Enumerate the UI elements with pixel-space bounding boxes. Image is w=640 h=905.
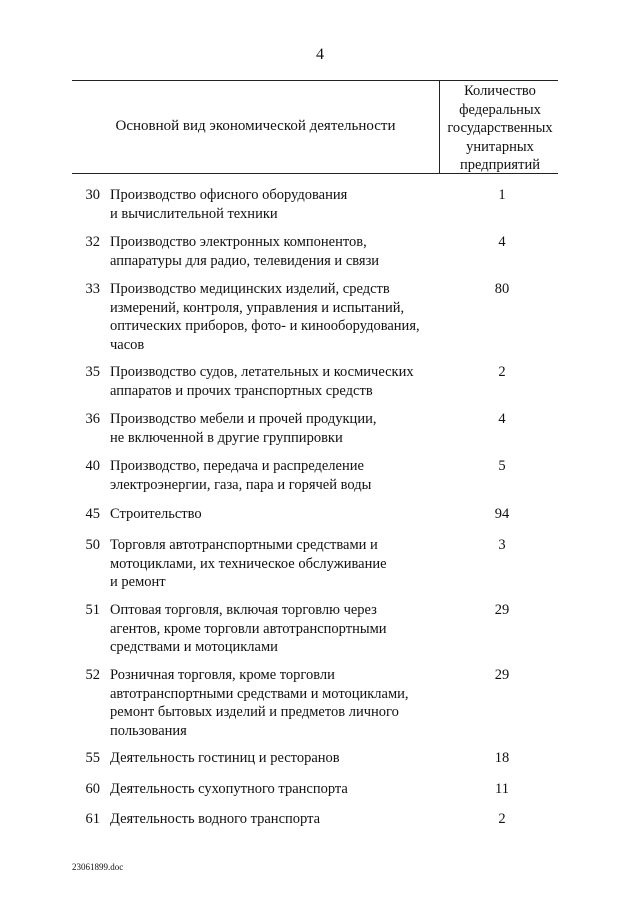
row-code: 52	[85, 667, 100, 683]
row-activity: Розничная торговля, кроме торговли автотранспортными средствами и мотоциклами, ремонт бытовых изделий и предметов личного пользования	[110, 667, 409, 739]
row-activity: Производство мебели и прочей продукции, не включенной в другие группировки	[110, 411, 377, 446]
row-code: 45	[85, 506, 100, 522]
row-count: 3	[498, 537, 506, 553]
row-count: 29	[494, 667, 510, 683]
table-header-activity	[72, 80, 439, 173]
row-count: 2	[498, 364, 506, 380]
row-code: 51	[85, 602, 100, 618]
document-filename: 23061899.doc	[72, 862, 124, 872]
row-count: 2	[498, 811, 506, 827]
table-header-activity-label: Основной вид экономической деятельности	[115, 118, 396, 134]
page-number: 4	[316, 46, 324, 63]
row-count: 4	[498, 234, 506, 250]
row-code: 36	[85, 411, 100, 427]
row-activity: Производство офисного оборудования и вычислительной техники	[110, 187, 348, 222]
row-code: 61	[85, 811, 100, 827]
row-count: 4	[498, 411, 506, 427]
row-count: 5	[498, 458, 506, 474]
row-code: 40	[85, 458, 100, 474]
row-activity: Деятельность водного транспорта	[110, 811, 321, 827]
row-activity: Деятельность гостиниц и ресторанов	[110, 750, 340, 766]
row-activity: Строительство	[110, 506, 202, 522]
row-activity: Производство электронных компонентов, аппаратуры для радио, телевидения и связи	[110, 234, 380, 269]
row-code: 35	[85, 364, 100, 380]
row-count: 29	[494, 602, 510, 618]
row-count: 11	[495, 781, 509, 797]
row-code: 32	[85, 234, 100, 250]
row-code: 33	[85, 281, 100, 297]
row-code: 50	[85, 537, 100, 553]
row-activity: Торговля автотранспортными средствами и мотоциклами, их техническое обслуживание и ремонт	[110, 537, 387, 590]
row-count: 18	[494, 750, 510, 766]
table-header-count: Количество федеральных государственных унитарных предприятий	[447, 83, 553, 173]
row-activity: Производство судов, летательных и космических аппаратов и прочих транспортных средств	[110, 364, 414, 399]
row-activity: Деятельность сухопутного транспорта	[110, 781, 348, 797]
row-code: 30	[85, 187, 100, 203]
row-activity: Производство медицинских изделий, средств измерений, контроля, управления и испытаний, оптических приборов, фото- и кинооборудования, часов	[110, 281, 420, 353]
row-code: 55	[85, 750, 100, 766]
row-count: 1	[498, 187, 506, 203]
row-activity: Производство, передача и распределение электроэнергии, газа, пара и горячей воды	[110, 458, 372, 493]
row-count: 80	[494, 281, 510, 297]
row-count: 94	[494, 506, 510, 522]
row-activity: Оптовая торговля, включая торговлю через агентов, кроме торговли автотранспортными средствами и мотоциклами	[110, 602, 387, 655]
row-code: 60	[85, 781, 100, 797]
